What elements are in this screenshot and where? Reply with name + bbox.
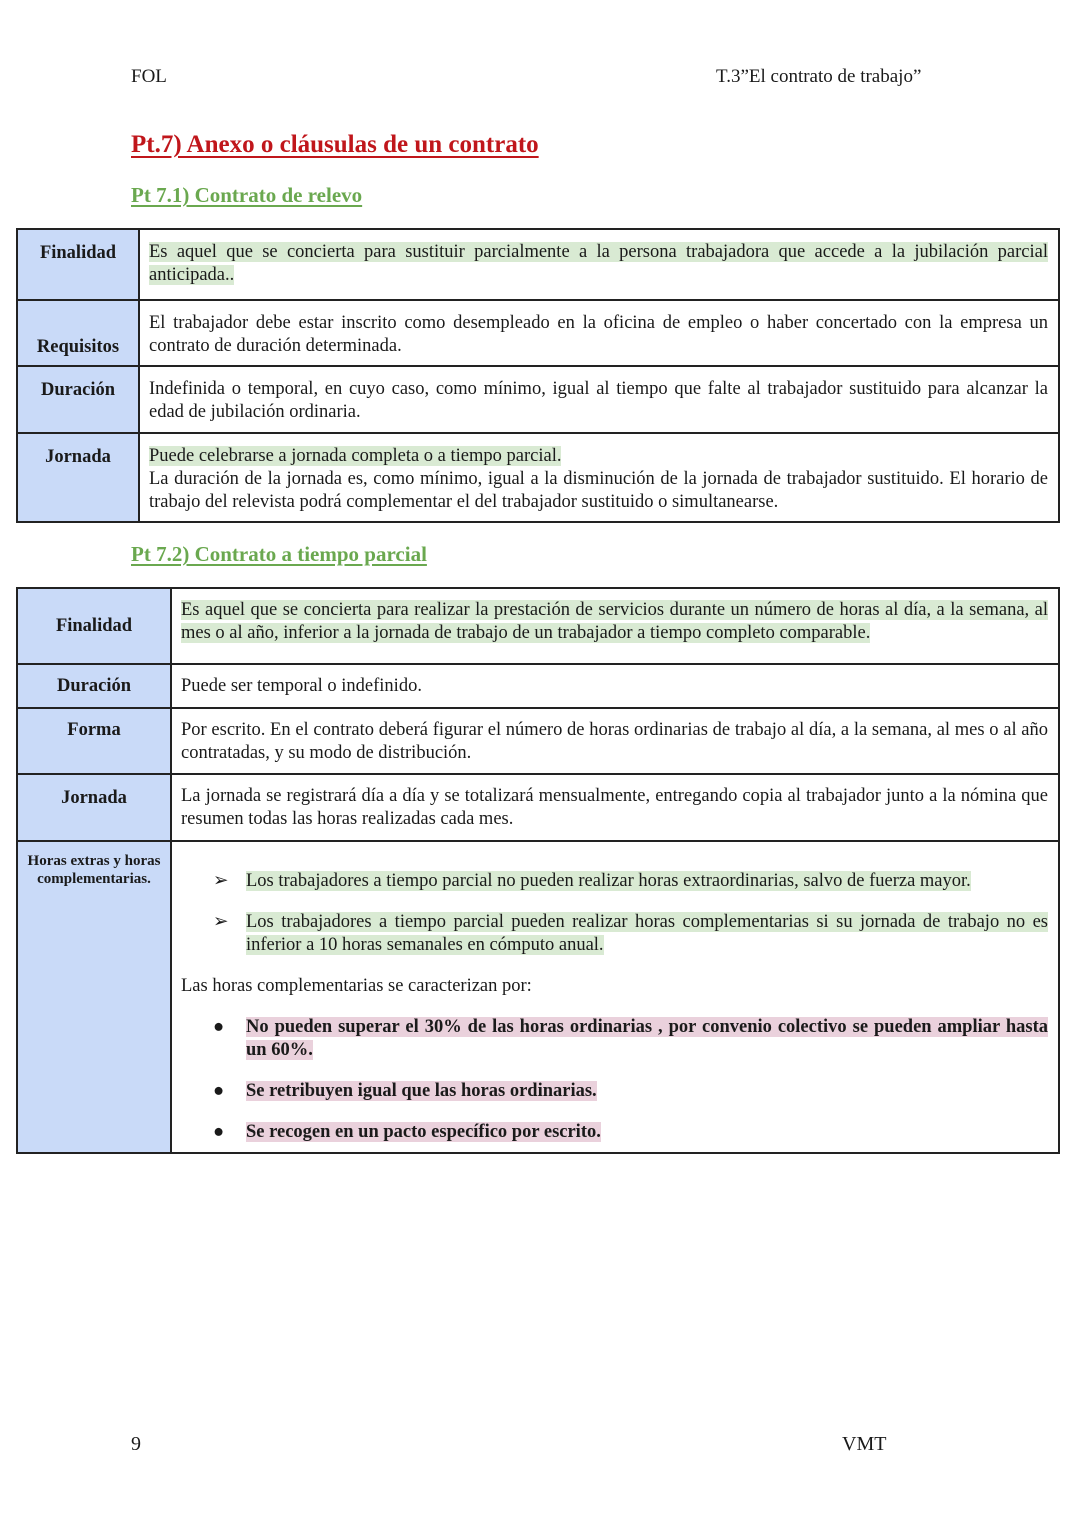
relevo-label-finalidad: Finalidad bbox=[17, 229, 139, 300]
section-title: Pt.7) Anexo o cláusulas de un contrato bbox=[131, 131, 539, 158]
header-right: T.3”El contrato de trabajo” bbox=[716, 66, 922, 87]
relevo-text-jornada-2: La duración de la jornada es, como mínimo, igual a la disminución de la jornada de trabajador sustituido. El horario de trabajo del relevista podrá complementar el del trabajador sustituido o simultanearse. bbox=[149, 469, 1048, 512]
relevo-text-finalidad: Es aquel que se concierta para sustituir parcialmente a la persona trabajadora que accede a la jubilación parcial anticipada.. bbox=[149, 242, 1048, 285]
bullet-dot-icon: ● bbox=[213, 1122, 225, 1142]
list-item: ● Se recogen en un pacto específico por escrito. bbox=[213, 1122, 601, 1142]
parcial-row-duracion bbox=[17, 664, 1059, 708]
parcial-label-forma: Forma bbox=[17, 708, 171, 774]
relevo-text-requisitos: El trabajador debe estar inscrito como desempleado en la oficina de empleo o haber concertado con la empresa un contrato de duración determinada. bbox=[139, 300, 1059, 366]
parcial-table bbox=[16, 587, 1060, 1154]
parcial-title: Pt 7.2) Contrato a tiempo parcial bbox=[131, 542, 427, 566]
relevo-label-jornada: Jornada bbox=[17, 433, 139, 522]
parcial-text-forma: Por escrito. En el contrato deberá figurar el número de horas ordinarias de trabajo al día, a la semana, al mes o al año contratadas, y su modo de distribución. bbox=[171, 708, 1059, 774]
parcial-text-duracion: Puede ser temporal o indefinido. bbox=[171, 664, 1059, 708]
relevo-label-duracion: Duración bbox=[17, 366, 139, 433]
bullet-dot-icon: ● bbox=[213, 1017, 225, 1037]
parcial-row-jornada bbox=[17, 774, 1059, 841]
horas-intro: Las horas complementarias se caracterizan por: bbox=[181, 976, 532, 996]
header-left: FOL bbox=[131, 66, 167, 87]
relevo-row-duracion bbox=[17, 366, 1059, 433]
parcial-label-finalidad: Finalidad bbox=[17, 588, 171, 664]
relevo-row-jornada bbox=[17, 433, 1059, 522]
parcial-row-forma bbox=[17, 708, 1059, 774]
arrow-bullet-icon: ➢ bbox=[213, 871, 229, 891]
arrow-list bbox=[181, 870, 1048, 957]
arrow-bullet-icon: ➢ bbox=[213, 912, 229, 932]
page-author: VMT bbox=[842, 1433, 887, 1455]
relevo-label-requisitos: Requisitos bbox=[17, 300, 139, 366]
list-item: ● Se retribuyen igual que las horas ordinarias. bbox=[213, 1081, 597, 1101]
relevo-text-jornada-1: Puede celebrarse a jornada completa o a tiempo parcial. bbox=[149, 446, 562, 466]
parcial-label-jornada: Jornada bbox=[17, 774, 171, 841]
parcial-row-horas bbox=[17, 841, 1059, 1153]
relevo-row-finalidad bbox=[17, 229, 1059, 300]
parcial-text-jornada: La jornada se registrará día a día y se totalizará mensualmente, entregando copia al trabajador junto a la nómina que resumen todas las horas realizadas cada mes. bbox=[171, 774, 1059, 841]
bullet-dot-icon: ● bbox=[213, 1081, 225, 1101]
relevo-row-requisitos bbox=[17, 300, 1059, 366]
list-item: ➢ Los trabajadores a tiempo parcial pueden realizar horas complementarias si su jornada de trabajo no es inferior a 10 horas semanales en cómputo anual. bbox=[213, 912, 1048, 955]
list-item: ● No pueden superar el 30% de las horas ordinarias , por convenio colectivo se pueden ampliar hasta un 60%. bbox=[213, 1017, 1048, 1060]
relevo-title: Pt 7.1) Contrato de relevo bbox=[131, 183, 363, 207]
parcial-label-duracion: Duración bbox=[17, 664, 171, 708]
page-number: 9 bbox=[131, 1433, 141, 1455]
parcial-row-finalidad bbox=[17, 588, 1059, 664]
relevo-text-duracion: Indefinida o temporal, en cuyo caso, como mínimo, igual al tiempo que falte al trabajador sustituido para alcanzar la edad de jubilación ordinaria. bbox=[139, 366, 1059, 433]
list-item: ➢ Los trabajadores a tiempo parcial no pueden realizar horas extraordinarias, salvo de fuerza mayor. bbox=[213, 871, 971, 891]
parcial-text-finalidad: Es aquel que se concierta para realizar la prestación de servicios durante un número de horas al día, a la semana, al mes o al año, inferior a la jornada de trabajo de un trabajador a tiempo completo comparable. bbox=[181, 600, 1048, 643]
bullet-list bbox=[181, 1016, 1048, 1144]
relevo-table bbox=[16, 228, 1060, 523]
parcial-label-horas: Horas extras y horas complementarias. bbox=[17, 841, 171, 1153]
